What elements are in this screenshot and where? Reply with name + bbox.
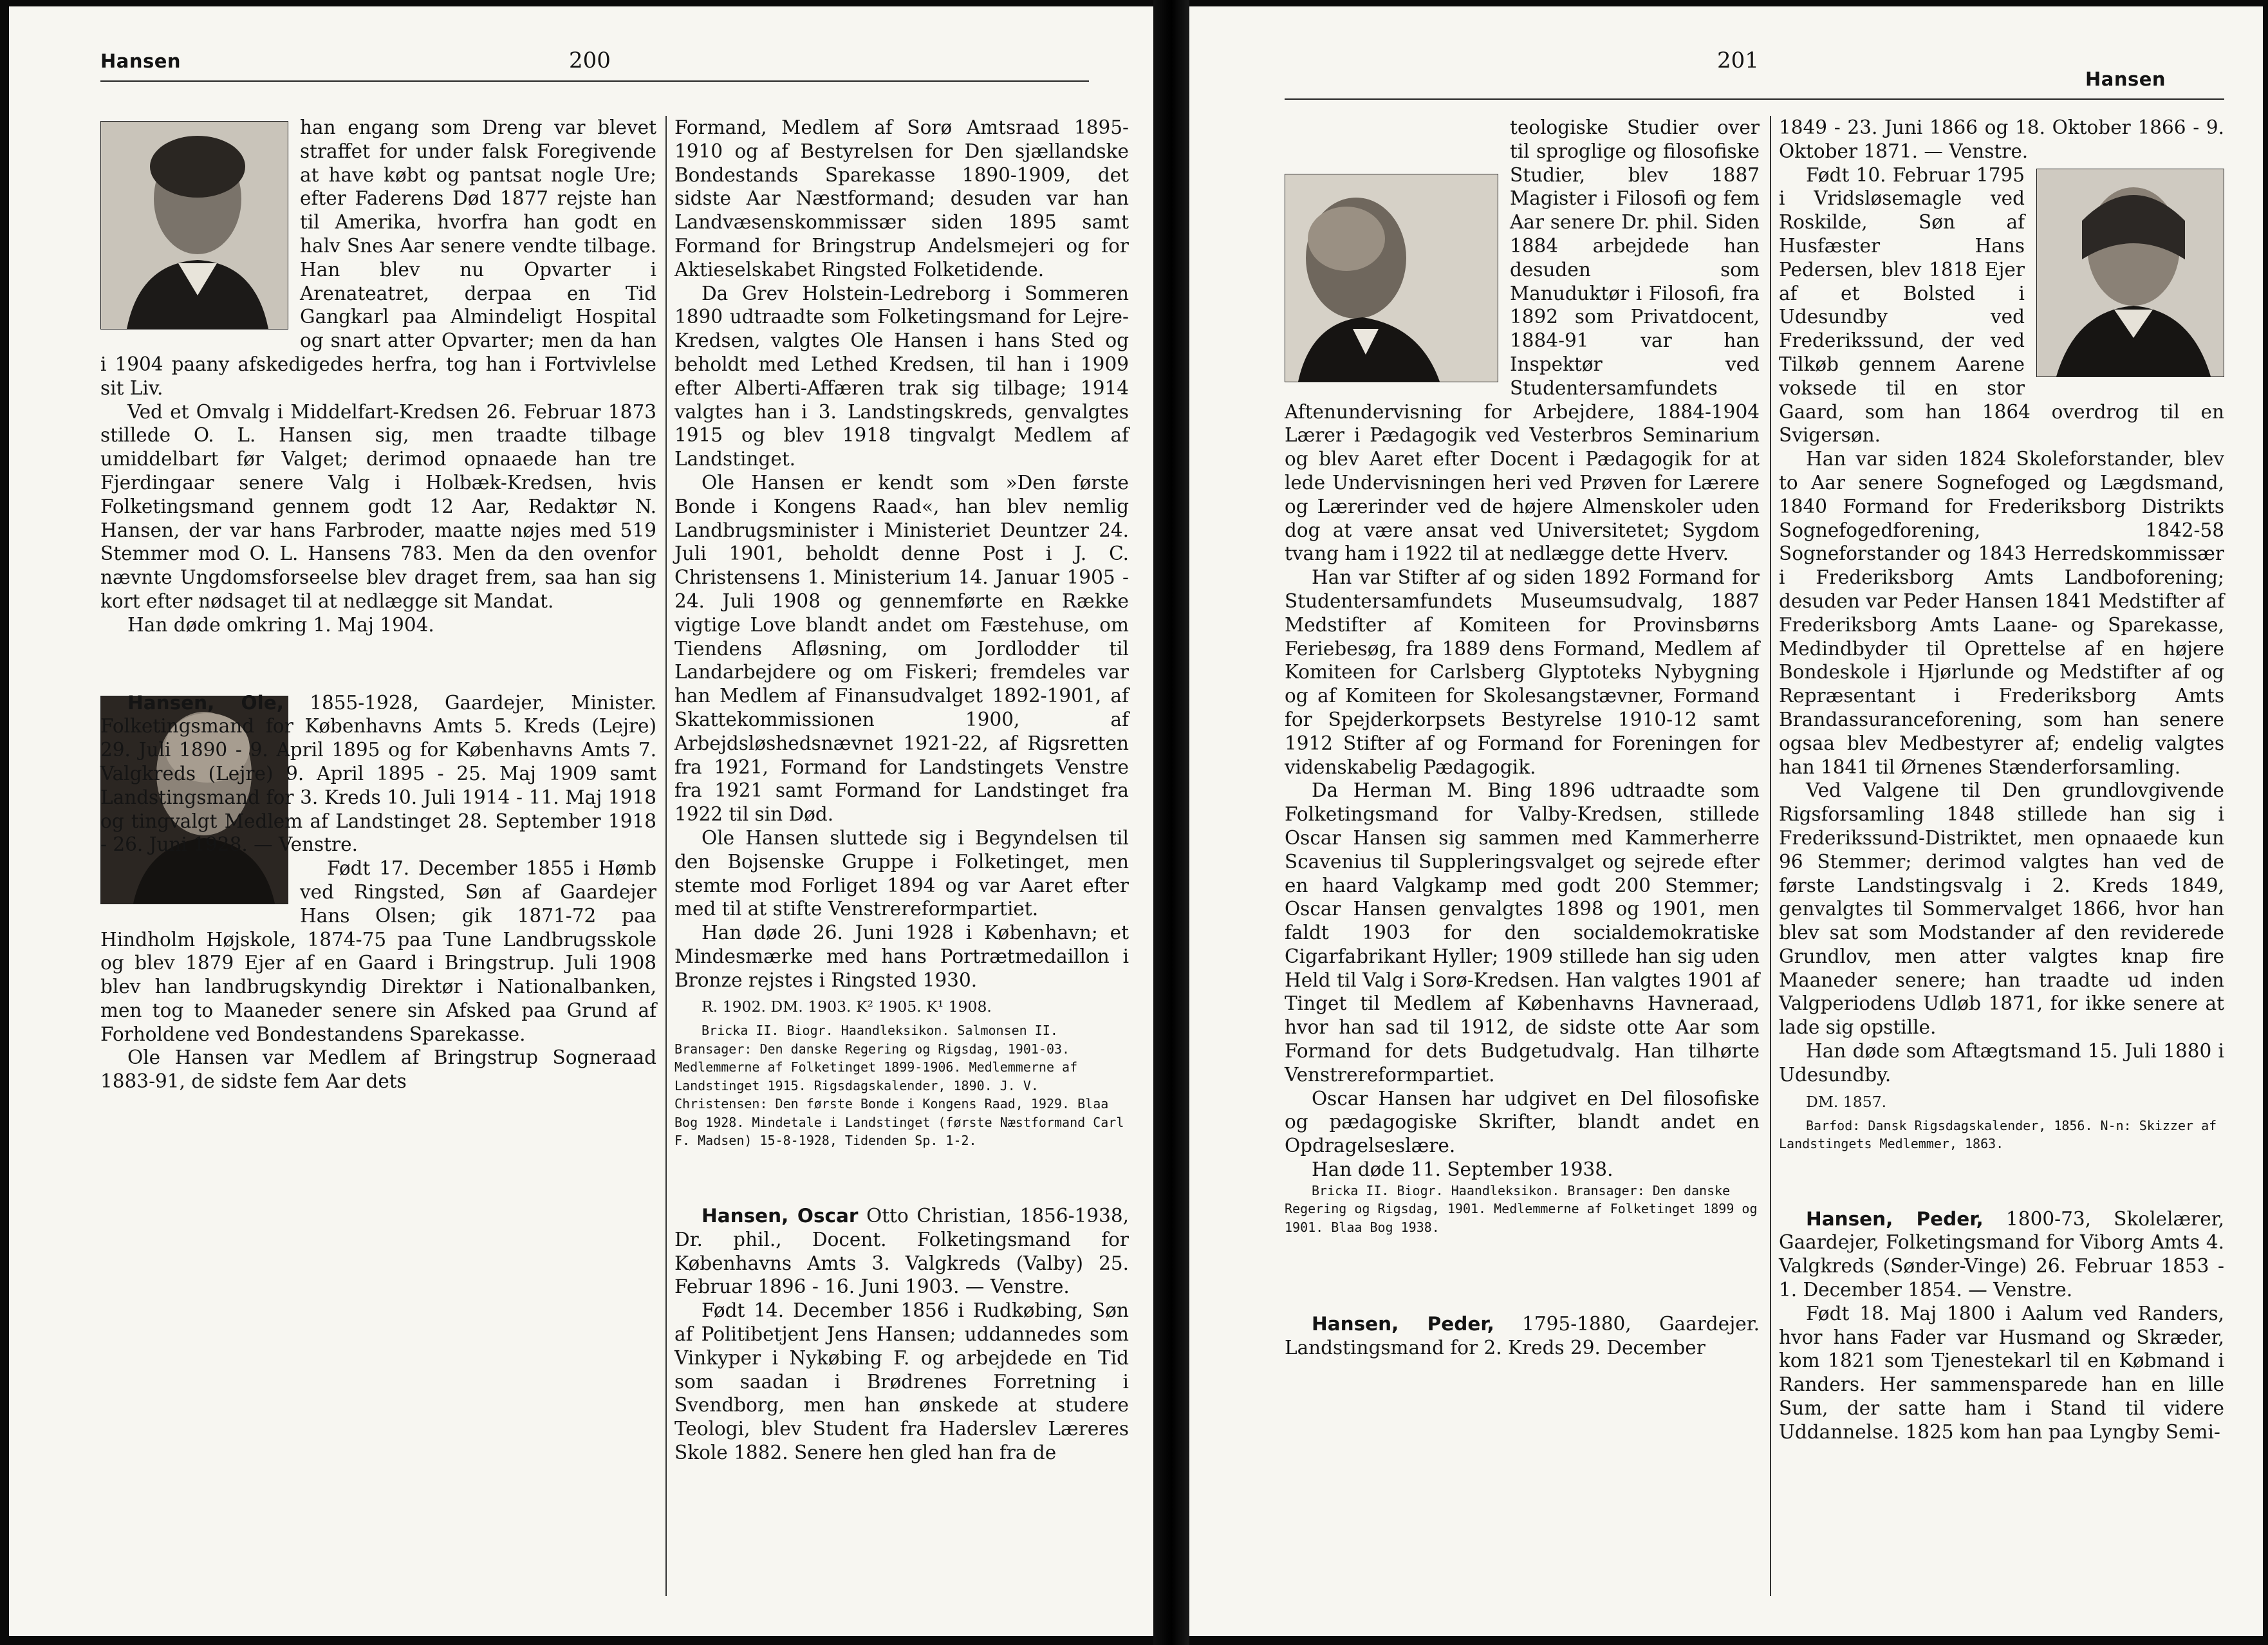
orders-line: DM. 1857. — [1806, 1092, 1887, 1111]
portrait-photo-peder-hansen — [2036, 169, 2224, 377]
paragraph: Da Herman M. Bing 1896 udtraadte som Folketingsmand for Valby-Kredsen, stillede Oscar Hansen sig sammen med Kammerherre Scavenius til Suppleringsvalget og sejrede efter en haard Valgkamp med godt 200 Stemmer; Oscar Hansen genvalgtes 1898 og 1901, men faldt 1903 for den socialdemokratiske Cigarfabrikant Hyller; 1909 stillede han sig uden Held til Valg i Sorø-Kredsen. Han valgtes 1901 af Tinget til Medlem af Københavns Havneraad, hvor han sad til 1912, de sidste otte Aar som Formand for dets Budgetudvalg. Han tilhørte Venstrereformpartiet. — [1285, 779, 1760, 1086]
left-column-2 — [674, 116, 1129, 1465]
paragraph: Født 10. Februar 1795 i Vridsløsemagle ved Roskilde, Søn af Husfæster Hans Pedersen, blev 1818 Ejer af et Bolsted i Udesundby ved Frederikssund, der ved Tilkøb gennem Aarene voksede til en stor Gaard, som han 1864 overdrog til en Svigersøn. — [1779, 163, 2224, 447]
paragraph: Ole Hansen var Medlem af Bringstrup Sognеraad 1883-91, de sidste fem Aar dets — [100, 1046, 656, 1093]
paragraph: Han var Stifter af og siden 1892 Formand for Studentersamfundets Museumsudvalg, 1887 Medstifter af Komiteen for Provinsbørns Feriebesøg, fra 1889 dens Formand, Medlem af Komiteen for Carlsberg Glyptoteks Nybygning og af Komiteen for Skolesangstævner, Formand for Spejderkorpsets Bestyrelse 1910-12 samt 1912 Stifter af og Formand for Foreningen for videnskabelig Pædagogik. — [1285, 566, 1760, 778]
header-rule — [1285, 98, 2224, 100]
paragraph: Ole Hansen er kendt som »Den første Bonde i Kongens Raad«, han blev nemlig Landbrugsminister i Ministeriet Deuntzer 24. Juli 1901, beholdt denne Post i J. C. Christensens 1. Ministerium 14. Januar 1905 - 24. Juli 1908 og gennemførte en Række vigtige Love blandt andet om Fæstehuse, om Tiendens Afløsning, om Jordlodder til Landarbejdere og om Fiskeri; fremdeles var han Medlem af Finansudvalget 1892-1901, af Skattekommissionen 1900, af Arbejdsløshedsnævnet 1921-22, af Rigsretten fra 1921, Formand for Landstingets Venstre fra 1921 samt Formand for Landstinget fra 1922 til sin Død. — [674, 471, 1129, 826]
running-head-name: Hansen — [2085, 68, 2166, 90]
entry-name: Hansen, Ole, — [127, 691, 284, 714]
left-page — [9, 6, 1153, 1636]
book-gutter — [1153, 0, 1189, 1645]
portrait-image — [2037, 169, 2224, 376]
page-number: 200 — [569, 48, 611, 73]
orders-line: R. 1902. DM. 1903. K² 1905. K¹ 1908. — [702, 998, 992, 1016]
paragraph: Ved Valgene til Den grundlovgivende Rigsforsamling 1848 stillede han sig i Frederikssund-Distriktet, men opnaaede kun 96 Stemmer; derimod valgtes han ved de første Landstingsvalg i 2. Kreds 1849, genvalgtes til Sommervalget 1866, hvor han blev sat som Modstander af den reviderede Grundlov, men atter valgtes knap fire Maaneder senere; han traadte ud inden Valgperiodens Udløb 1871, for ikke senere at lade sig opstille. — [1779, 779, 2224, 1039]
paragraph: Han døde 26. Juni 1928 i København; et Mindesmærke med hans Portrætmedaillon i Bronze rejstes i Ringsted 1930. — [674, 922, 1129, 991]
paragraph: Han døde omkring 1. Maj 1904. — [127, 613, 434, 636]
paragraph: han engang som Dreng var blevet straffet for under falsk Foregivende at have købt og pantsat nogle Ure; efter Faderens Død 1877 rejste han til Amerika, hvorfra han godt en halv Snes Aar senere vendte tilbage. Han blev nu Opvarter i Arenateatret, derpaa en Tid Gangkarl paa Almindeligt Hospital og snart atter Opvarter; men da han i 1904 paany afskedigedes herfra, tog han i Fortvivlelse sit Liv. — [100, 116, 656, 399]
portrait-photo-oscar-hansen — [1285, 174, 1498, 382]
paragraph: Født 18. Maj 1800 i Aalum ved Randers, hvor hans Fader var Husmand og Skræder, kom 1821 som Tjenestekarl til en Købmand i Randers. Her sammensparede han en lille Sum, der satte ham i Stand til videre Uddannelse. 1825 kom han paa Lyngby Semi- — [1779, 1302, 2224, 1443]
entry-name: Hansen, Peder, — [1312, 1313, 1494, 1335]
paragraph: Han døde som Aftægtsmand 15. Juli 1880 i Udesundby. — [1779, 1040, 2224, 1086]
page-number: 201 — [1717, 48, 1759, 73]
paragraph: Født 17. December 1855 i Hømb ved Ringsted, Søn af Gaardejer Hans Olsen; gik 1871-72 paa Hindholm Højskole, 1874-75 paa Tune Landbrugsskole og blev 1879 Ejer af en Gaard i Bringstrup. Juli 1908 blev han landbrugskyndig Direktør i Nationalbanken, men tog to Maaneder senere sin Afsked paa Grund af Forholdene ved Bondestandens Sparekasse. — [100, 857, 656, 1046]
paragraph: Da Grev Holstein-Ledreborg i Sommeren 1890 udtraadte som Folketingsmand for Lejre-Kredsen, valgtes Ole Hansen i hans Sted og beholdt med Lethed Kredsen, til han i 1909 efter Alberti-Affæren trak sig tilbage; 1914 valgtes han i 3. Landstingskreds, genvalgtes 1915 og blev 1918 tingvalgt Medlem af Landstinget. — [674, 282, 1129, 470]
entry-heading-paragraph: Hansen, Peder, 1800-73, Skolelærer, Gaardejer, Folketingsmand for Viborg Amts 4. Valgkreds (Sønder-Vinge) 26. Februar 1853 - 1. December 1854. — Venstre. — [1779, 1207, 2224, 1301]
paragraph: 1849 - 23. Juni 1866 og 18. Oktober 1866 - 9. Oktober 1871. — Venstre. — [1779, 116, 2224, 162]
paragraph: teologiske Studier over til sproglige og filosofiske Studier, blev 1887 Magister i Filosofi og fem Aar senere Dr. phil. Siden 1884 arbejdede han desuden som Manuduktør i Filosofi, fra 1892 som Privatdocent, 1884-91 var han Inspektør ved Studentersamfundets Aftenundervisning for Arbejdere, 1884-1904 Lærer i Pædagogik ved Vesterbros Seminarium og blev Aaret efter Docent i Pædagogik for at lede Undervisningen heri ved Prøven for Lærere og Lærerinder ved de højere Almenskoler uden dog at være ansat ved Universitetet; Sygdom tvang ham i 1922 til at nedlægge dette Hverv. — [1285, 116, 1760, 565]
right-column-2 — [1779, 116, 2224, 1444]
sources-note: Barfod: Dansk Rigsdagskalender, 1856. N-n: Skizzer af Landstingets Medlemmer, 1863. — [1779, 1117, 2217, 1152]
right-page — [1189, 6, 2263, 1636]
paragraph: Formand, Medlem af Sorø Amtsraad 1895-1910 og af Bestyrelsen for Den sjællandske Bondestands Sparekasse 1890-1909, det sidste Aar Næstformand; desuden var han Landvæsenskommissær siden 1895 samt Formand for Bringstrup Andelsmejeri og for Aktieselskabet Ringsted Folketidende. — [674, 116, 1129, 281]
paragraph: Han var siden 1824 Skoleforstander, blev to Aar senere Sognefoged og Lægdsmand, 1840 Formand for Frederiksborg Distrikts Sognefogedforening, 1842-58 Sogneforstander og 1843 Herredskommissær i Frederiksborg Amts Landboforening; desuden var Peder Hansen 1841 Medstifter af Frederiksborg Amts Laane- og Sparekasse, Medindbyder til Oprettelse af en højere Bondeskole i Hjørlunde og Medstifter af og Repræsentant i Frederiksborg Amts Brandassuranceforening, som han senere ogsaa blev Medbestyrer af; endelig valgtes han 1841 til Ørnenes Stænderforsamling. — [1779, 448, 2224, 778]
portrait-photo-ol-hansen — [100, 121, 288, 330]
sources-note: Bricka II. Biogr. Haandleksikon. Salmonsen II. Bransager: Den danske Regering og Rigsdag, 1901-03. Medlemmerne af Folketinget 1899-1906. Medlemmerne af Landstinget 1915. Rigsdagskalender, 1890. J. V. Christensen: Den første Bonde i Kongens Raad, 1929. Blaa Bog 1928. Mindetale i Landstinget (første Næstformand Carl F. Madsen) 15-8-1928, Tidenden Sp. 1-2. — [674, 1023, 1124, 1149]
entry-heading-paragraph: Hansen, Ole, 1855-1928, Gaardejer, Minister. Folketingsmand for Københavns Amts 5. Kreds (Lejre) 29. Juli 1890 - 9. April 1895 og for Københavns Amts 7. Valgkreds (Lejre) 9. April 1895 - 25. Maj 1909 samt Landstingsmand for 3. Kreds 10. Juli 1914 - 11. Maj 1918 og tingvalgt Medlem af Landstinget 28. September 1918 - 26. Juni 1928. — Venstre. — [100, 691, 657, 856]
running-head-name: Hansen — [100, 50, 181, 72]
paragraph: Han døde 11. September 1938. — [1312, 1158, 1613, 1181]
entry-name: Hansen, Peder, — [1806, 1207, 1984, 1230]
header-rule — [100, 80, 1089, 82]
column-divider — [665, 116, 667, 1596]
entry-heading-paragraph: Hansen, Oscar Otto Christian, 1856-1938, Dr. phil., Docent. Folketingsmand for Københavns Amts 3. Valgkreds (Valby) 25. Februar 1896 - 16. Juni 1903. — Venstre. — [674, 1204, 1129, 1298]
entry-heading-paragraph: Hansen, Peder, 1795-1880, Gaardejer. Landstingsmand for 2. Kreds 29. December — [1285, 1313, 1760, 1359]
column-divider — [1770, 116, 1771, 1596]
right-column-1 — [1285, 116, 1760, 1360]
left-column-1 — [100, 116, 656, 1093]
portrait-image — [1285, 174, 1498, 382]
paragraph: Oscar Hansen har udgivet en Del filosofiske og pædagogiske Skrifter, blandt andet en Opdragelseslære. — [1285, 1087, 1760, 1157]
paragraph: Ole Hansen sluttede sig i Begyndelsen til den Bojsenske Gruppe i Folketinget, men stemte mod Forliget 1894 og var Aaret efter med til at stifte Venstrereformpartiet. — [674, 826, 1129, 920]
paragraph: Ved et Omvalg i Middelfart-Kredsen 26. Februar 1873 stillede O. L. Hansen sig, men traadte tilbage umiddelbart før Valget; derimod opnaaede han tre Fjerdingaar senere Valg i Holbæk-Kredsen, hvis Folketingsmand gennem godt 12 Aar, Redaktør N. Hansen, der var hans Farbroder, maatte nøjes med 519 Stemmer mod O. L. Hansens 783. Men da den ovenfor nævnte Ungdomsforseelse blev draget frem, saa han sig kort efter nødsaget til at nedlægge sit Mandat. — [100, 400, 656, 612]
portrait-image — [101, 122, 288, 329]
entry-name: Hansen, Oscar — [702, 1204, 859, 1227]
paragraph: Født 14. December 1856 i Rudkøbing, Søn af Politibetjent Jens Hansen; uddannedes som Vinkyper i Nykøbing F. og arbejdede en Tid som saadan i Brødrenes Forretning i Svendborg, men han ønskede at studere Teologi, blev Student fra Haderslev Læreres Skole 1882. Senere hen gled han fra de — [674, 1299, 1129, 1464]
sources-note: Bricka II. Biogr. Haandleksikon. Bransager: Den danske Regering og Rigsdag, 1901. Medlemmerne af Folketinget 1899 og 1901. Blaa Bog 1938. — [1285, 1182, 1758, 1235]
